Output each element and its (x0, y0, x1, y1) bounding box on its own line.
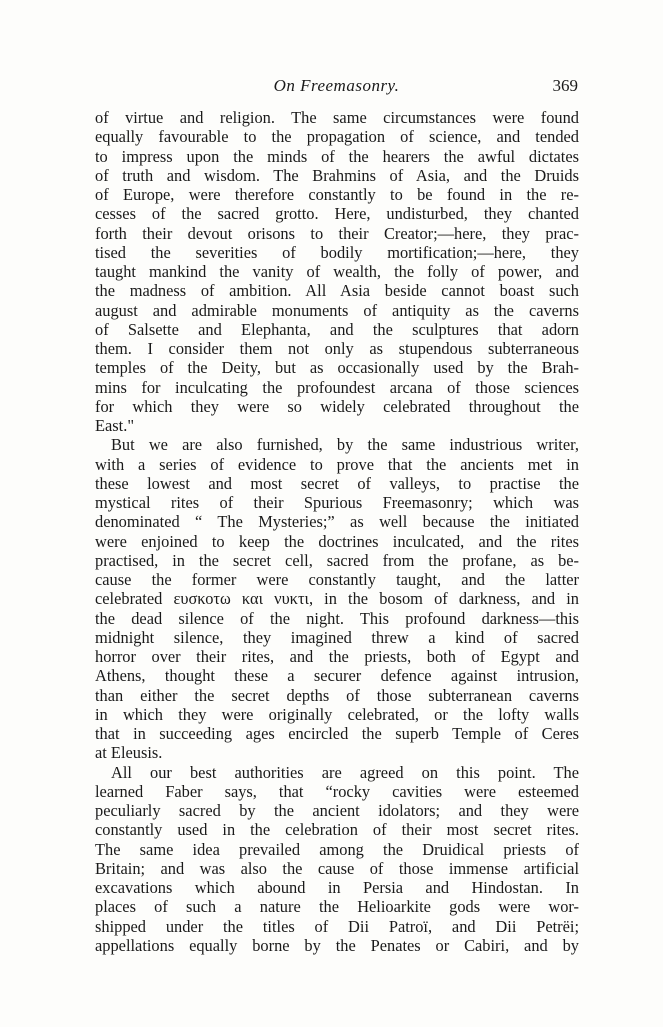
text-line: All our best authorities are agreed on this point. The (111, 762, 579, 782)
text-line: cause the former were constantly taught, and the latter (95, 570, 579, 589)
text-line: in which they were originally celebrated, or the lofty walls (95, 704, 579, 724)
text-line: But we are also furnished, by the same industrious writer, (111, 435, 579, 455)
text-line: the dead silence of the night. This profound darkness—this (95, 608, 579, 628)
text-line: of truth and wisdom. The Brahmins of Asia, and the Druids (95, 165, 579, 185)
text-line: than either the secret depths of those subterranean caverns (95, 685, 579, 705)
text-line: to impress upon the minds of the hearers the awful dictates (95, 146, 579, 166)
text-line: of virtue and religion. The same circumstances were found (95, 108, 579, 127)
running-head (95, 76, 578, 100)
text-line: Britain; and was also the cause of those immense artificial (95, 858, 579, 878)
text-line: celebrated ευσκοτω και νυκτι, in the bosom of darkness, and in (95, 589, 579, 609)
text-line: midnight silence, they imagined threw a kind of sacred (95, 627, 579, 647)
text-line: were enjoined to keep the doctrines inculcated, and the rites (95, 531, 579, 551)
text-line: temples of the Deity, but as occasionally used by the Brah- (95, 358, 579, 378)
body-text (95, 108, 579, 955)
text-line: equally favourable to the propagation of science, and tended (95, 127, 579, 147)
text-line: for which they were so widely celebrated throughout the (95, 396, 579, 416)
text-line: horror over their rites, and the priests, both of Egypt and (95, 647, 579, 666)
text-line: learned Faber says, that “rocky cavities were esteemed (95, 781, 579, 801)
text-line: excavations which abound in Persia and Hindostan. In (95, 878, 579, 897)
text-line: places of such a nature the Helioarkite gods were wor- (95, 897, 579, 917)
text-line: forth their devout orisons to their Creator;—here, they prac- (95, 223, 579, 243)
text-line: shipped under the titles of Dii Patroï, and Dii Petrëi; (95, 916, 579, 936)
text-line: appellations equally borne by the Penates or Cabiri, and by (95, 935, 579, 955)
text-line: cesses of the sacred grotto. Here, undisturbed, they chanted (95, 204, 579, 224)
text-line: with a series of evidence to prove that the ancients met in (95, 454, 579, 474)
text-line: Athens, thought these a securer defence against intrusion, (95, 666, 579, 686)
text-line: mystical rites of their Spurious Freemasonry; which was (95, 493, 579, 512)
text-line: tised the severities of bodily mortification;—here, they (95, 242, 579, 262)
text-line: them. I consider them not only as stupendous subterraneous (95, 339, 579, 358)
running-title: On Freemasonry. (273, 76, 400, 95)
page-number: 369 (552, 76, 578, 95)
text-line: of Europe, were therefore constantly to be found in the re- (95, 185, 579, 204)
text-line: peculiarly sacred by the ancient idolators; and they were (95, 801, 579, 820)
text-line: mins for inculcating the profoundest arcana of those sciences (95, 377, 579, 397)
text-line: practised, in the secret cell, sacred from the profane, as be- (95, 550, 579, 570)
text-line: the madness of ambition. All Asia beside cannot boast such (95, 281, 579, 301)
text-line: constantly used in the celebration of their most secret rites. (95, 820, 579, 840)
text-line: taught mankind the vanity of wealth, the folly of power, and (95, 262, 579, 281)
text-line: at Eleusis. (95, 743, 163, 763)
text-line: that in succeeding ages encircled the superb Temple of Ceres (95, 724, 579, 743)
text-line: of Salsette and Elephanta, and the sculptures that adorn (95, 319, 579, 339)
text-line: august and admirable monuments of antiquity as the caverns (95, 300, 579, 320)
text-line: denominated “ The Mysteries;” as well because the initiated (95, 512, 579, 532)
text-line: these lowest and most secret of valleys, to practise the (95, 473, 579, 493)
text-line: The same idea prevailed among the Druidical priests of (95, 839, 579, 859)
text-line: East." (95, 416, 135, 435)
